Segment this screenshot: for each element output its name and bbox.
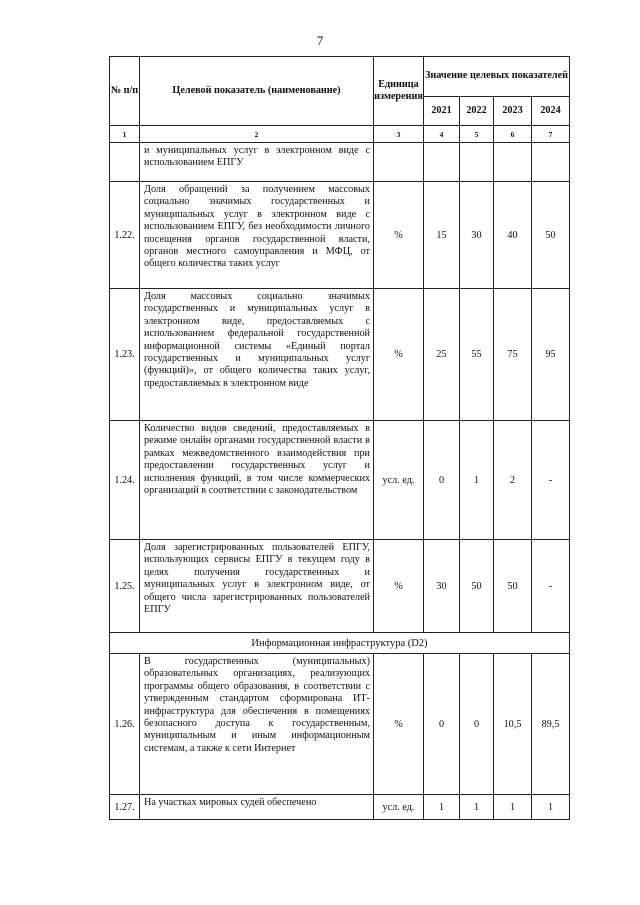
row-value-2023: 50 <box>494 540 532 633</box>
row-unit: усл. ед. <box>374 421 424 540</box>
row-indicator: На участках мировых судей обеспечено <box>140 795 374 820</box>
header-year: 2024 <box>532 96 570 125</box>
row-unit: % <box>374 654 424 795</box>
row-value-2024: 95 <box>532 289 570 421</box>
header-col-values: Значение целевых показателей <box>424 57 570 97</box>
row-value-2022: 50 <box>460 540 494 633</box>
row-value-2024: 1 <box>532 795 570 820</box>
row-unit <box>374 143 424 182</box>
row-indicator: Количество видов сведений, предоставляемых в режиме онлайн органами государственной власти в рамках межведомственного взаимодействия при предоставлении государственных услуг и исполнения функций, в том числе коммерческих организаций в соответствии с законодательством <box>140 421 374 540</box>
column-number: 5 <box>460 126 494 143</box>
row-number: 1.27. <box>110 795 140 820</box>
row-value-2024 <box>532 143 570 182</box>
row-value-2021: 25 <box>424 289 460 421</box>
row-value-2021: 30 <box>424 540 460 633</box>
table-row <box>110 182 570 289</box>
column-number: 4 <box>424 126 460 143</box>
page-number: 7 <box>316 33 324 48</box>
row-value-2022: 55 <box>460 289 494 421</box>
row-value-2023: 75 <box>494 289 532 421</box>
row-value-2021: 1 <box>424 795 460 820</box>
table-row <box>110 795 570 820</box>
row-unit: % <box>374 182 424 289</box>
row-indicator: и муниципальных услуг в электронном виде с использованием ЕПГУ <box>140 143 374 182</box>
header-year: 2023 <box>494 96 532 125</box>
row-value-2024: - <box>532 421 570 540</box>
column-number: 7 <box>532 126 570 143</box>
column-number: 3 <box>374 126 424 143</box>
row-value-2022: 1 <box>460 795 494 820</box>
row-value-2024: 89,5 <box>532 654 570 795</box>
row-indicator: Доля обращений за получением массовых социально значимых государственных и муниципальных услуг в электронном виде с использованием ЕПГУ, без необходимости личного посещения органов государственной власти, органов местного самоуправления и МФЦ, от общего количества таких услуг <box>140 182 374 289</box>
indicators-table <box>109 56 570 820</box>
row-value-2021: 15 <box>424 182 460 289</box>
row-indicator: Доля массовых социально значимых государственных и муниципальных услуг в электронном виде, предоставляемых с использованием федеральной государственной информационной системы «Единый портал государственных и муниципальных услуг (функций)», от общего количества таких услуг, предоставляемых в электронном виде <box>140 289 374 421</box>
row-number: 1.23. <box>110 289 140 421</box>
row-value-2023: 40 <box>494 182 532 289</box>
row-number: 1.24. <box>110 421 140 540</box>
column-number: 1 <box>110 126 140 143</box>
table-row <box>110 289 570 421</box>
header-year: 2021 <box>424 96 460 125</box>
table-row <box>110 654 570 795</box>
section-title: Информационная инфраструктура (D2) <box>110 633 570 654</box>
row-indicator: В государственных (муниципальных) образовательных организациях, реализующих программы общего образования, в соответствии с утвержденным стандартом сформирована ИТ-инфраструктура для обеспечения в помещениях безопасного доступа к государственным, муниципальным и иным информационным системам, а также к сети Интернет <box>140 654 374 795</box>
row-value-2024: - <box>532 540 570 633</box>
row-value-2021: 0 <box>424 654 460 795</box>
row-number: 1.22. <box>110 182 140 289</box>
column-number: 6 <box>494 126 532 143</box>
header-year: 2022 <box>460 96 494 125</box>
row-value-2022: 1 <box>460 421 494 540</box>
row-value-2024: 50 <box>532 182 570 289</box>
row-value-2021: 0 <box>424 421 460 540</box>
row-unit: % <box>374 289 424 421</box>
row-unit: % <box>374 540 424 633</box>
row-value-2023: 1 <box>494 795 532 820</box>
row-value-2022: 30 <box>460 182 494 289</box>
header-col-num: № п/п <box>110 57 140 126</box>
row-unit: усл. ед. <box>374 795 424 820</box>
header-col-unit: Единица измерения <box>374 57 424 126</box>
table-row <box>110 540 570 633</box>
row-value-2021 <box>424 143 460 182</box>
table-row <box>110 143 570 182</box>
row-indicator: Доля зарегистрированных пользователей ЕПГУ, использующих сервисы ЕПГУ в текущем году в целях получения государственных и муниципальных услуг в электронном виде, от общего числа зарегистрированных пользователей ЕПГУ <box>140 540 374 633</box>
row-value-2023: 2 <box>494 421 532 540</box>
header-col-indicator: Целевой показатель (наименование) <box>140 57 374 126</box>
column-number: 2 <box>140 126 374 143</box>
table-row <box>110 421 570 540</box>
row-value-2023 <box>494 143 532 182</box>
row-value-2022 <box>460 143 494 182</box>
row-value-2023: 10,5 <box>494 654 532 795</box>
row-number: 1.25. <box>110 540 140 633</box>
row-value-2022: 0 <box>460 654 494 795</box>
row-number <box>110 143 140 182</box>
row-number: 1.26. <box>110 654 140 795</box>
